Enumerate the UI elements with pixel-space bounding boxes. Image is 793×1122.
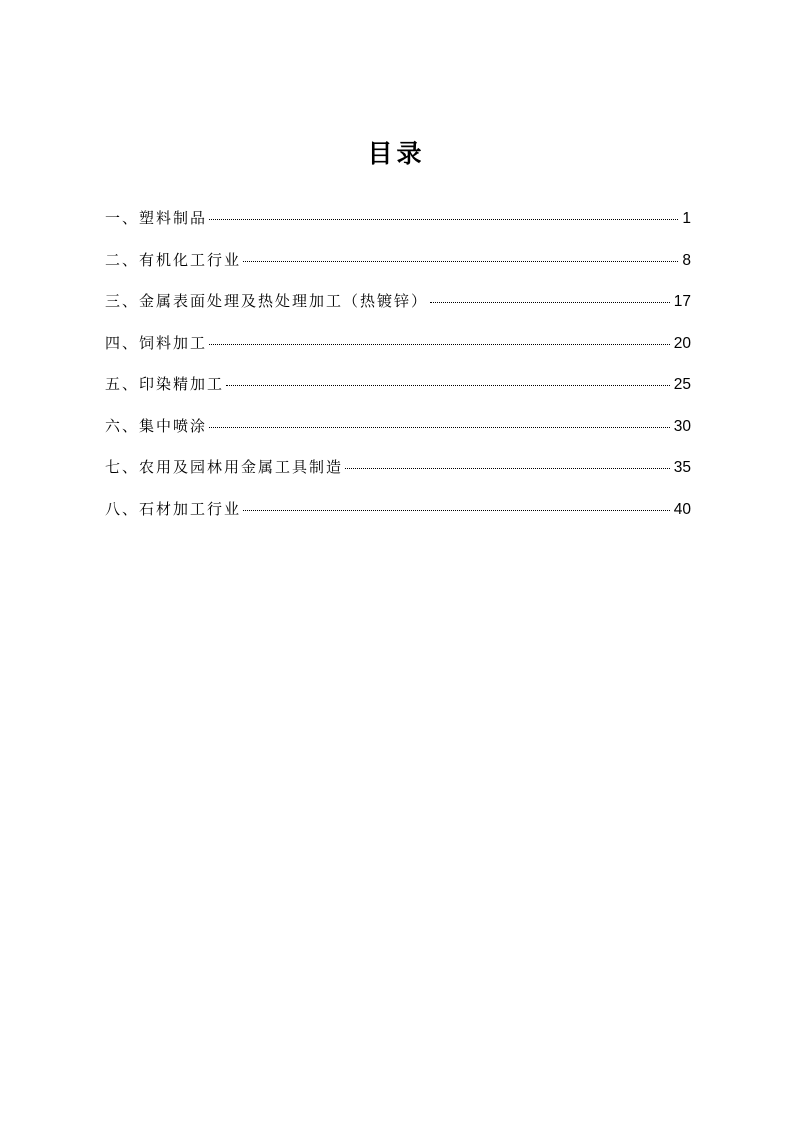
- toc-entry-label: 四、饲料加工: [105, 333, 208, 352]
- toc-entry-page-number: 35: [673, 459, 691, 476]
- toc-entry-label: 七、农用及园林用金属工具制造: [105, 458, 344, 476]
- toc-entry[interactable]: [105, 286, 691, 328]
- toc-entry[interactable]: [105, 245, 691, 287]
- toc-entry-page-number: 30: [673, 417, 691, 435]
- toc-entry-page-number: 17: [673, 293, 691, 310]
- page-title: 目录: [367, 139, 426, 168]
- toc-entry-page-number: 8: [682, 251, 691, 269]
- toc-dot-leader: [243, 510, 670, 511]
- toc-dot-leader: [209, 344, 670, 345]
- toc-dot-leader: [209, 219, 678, 220]
- table-of-contents: [105, 203, 691, 535]
- toc-dot-leader: [430, 302, 670, 303]
- toc-entry[interactable]: [105, 452, 691, 494]
- toc-entry[interactable]: [105, 328, 691, 370]
- toc-entry-label: 六、集中喷涂: [105, 416, 208, 435]
- toc-entry-label: 一、塑料制品: [105, 209, 208, 227]
- toc-entry-label: 五、印染精加工: [105, 375, 225, 393]
- toc-entry[interactable]: [105, 203, 691, 245]
- toc-dot-leader: [345, 468, 670, 469]
- toc-entry-label: 三、金属表面处理及热处理加工（热镀锌）: [105, 292, 429, 310]
- toc-entry-page-number: 40: [673, 500, 691, 518]
- toc-entry-label: 八、石材加工行业: [105, 499, 242, 518]
- toc-entry[interactable]: [105, 494, 691, 536]
- toc-dot-leader: [226, 385, 670, 386]
- toc-entry-page-number: 20: [673, 334, 691, 352]
- toc-entry[interactable]: [105, 369, 691, 411]
- toc-entry-label: 二、有机化工行业: [105, 250, 242, 269]
- toc-entry-page-number: 25: [673, 376, 691, 393]
- toc-dot-leader: [243, 261, 678, 262]
- toc-entry-page-number: 1: [682, 210, 691, 227]
- toc-dot-leader: [209, 427, 670, 428]
- toc-entry[interactable]: [105, 411, 691, 453]
